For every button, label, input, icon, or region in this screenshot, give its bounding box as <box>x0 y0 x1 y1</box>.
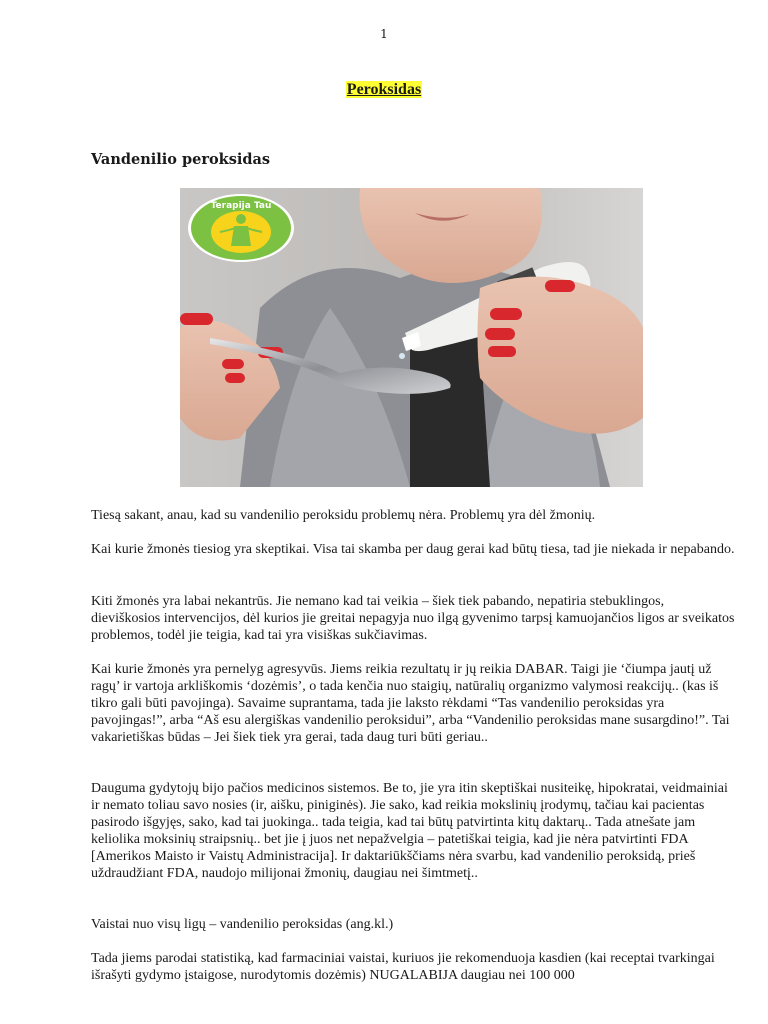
title-wrap <box>0 81 768 99</box>
page-number: 1 <box>380 27 388 41</box>
document-title: Peroksidas <box>346 81 422 98</box>
paragraph-5: Dauguma gydytojų bijo pačios medicinos sistemos. Be to, jie yra itin skeptiškai nusiteikę, hipokratai, veidmainiai ir nemato toliau savo nosies (ir, aišku, piniginės). Jie sako, kad reikia mokslinių įrodymų, tačiau kai pacientas pasirodo išgyjęs, sako, kad tai juokinga.. tada teigia, kad tai būtų patvirtinta kitų daktarų.. Tada atnešate jam keliolika moksinių straipsnių.. bet jie į juos net nepažvelgia – patetiškai teigia, kad jie nėra patvirtinti FDA [Amerikos Maisto ir Vaistų Administracija]. Ir daktariūkščiams nėra svarbu, kad vandenilio peroksidą, prieš uždraudžiant FDA, naudojo milijonai žmonių, daugiau nei šimtmetį.. <box>91 781 728 881</box>
article-photo <box>180 188 643 487</box>
paragraph-6: Vaistai nuo visų ligų – vandenilio peroksidas (ang.kl.) <box>91 917 394 932</box>
section-heading: Vandenilio peroksidas <box>91 151 271 168</box>
paragraph-7: Tada jiems parodai statistiką, kad farmaciniai vaistai, kuriuos jie rekomenduoja kasdien (kai receptai tvarkingai išrašyti gydymo įstaigose, nurodytomis dozėmis) NUGALABIJA daugiau nei 100 000 <box>91 951 715 983</box>
paragraph-3: Kiti žmonės yra labai nekantrūs. Jie nemano kad tai veikia – šiek tiek pabando, nepatiria stebuklingos, dieviškosios intervencijos, dėl kurios jie greitai nepagyja nuo ilgą gyvenimo tarpsį kamuojančios ligos ar sveikatos problemos, todėl jie teigia, kad tai yra visiškas sukčiavimas. <box>91 594 735 643</box>
paragraph-4: Kai kurie žmonės yra pernelyg agresyvūs. Jiems reikia rezultatų ir jų reikia DABAR. Taigi jie ‘čiumpa jautį už ragų’ ir vartoja arkliškomis ‘dozėmis’, o tada kenčia nuo staigių, natūralių organizmo valymosi reakcijų.. (kas iš tikro gali būti pavojinga). Savaime suprantama, tada jie laksto rėkdami “Tas vandenilio peroksidas yra pavojingas!”, arba “Aš esu alergiškas vandenilio peroksidui”, arba “Vandenilio peroksidas mane susargdino!”. Tai vakarietiškas būdas – Jei šiek tiek yra gerai, tada daug turi būti geriau.. <box>91 662 730 745</box>
logo-text: Terapija Tau <box>210 201 272 211</box>
paragraph-1: Tiesą sakant, anau, kad su vandenilio peroksidu problemų nėra. Problemų yra dėl žmonių. <box>91 508 596 523</box>
paragraph-2: Kai kurie žmonės tiesiog yra skeptikai. Visa tai skamba per daug gerai kad būtų tiesa, tad jie niekada ir nepabando. <box>91 542 735 557</box>
